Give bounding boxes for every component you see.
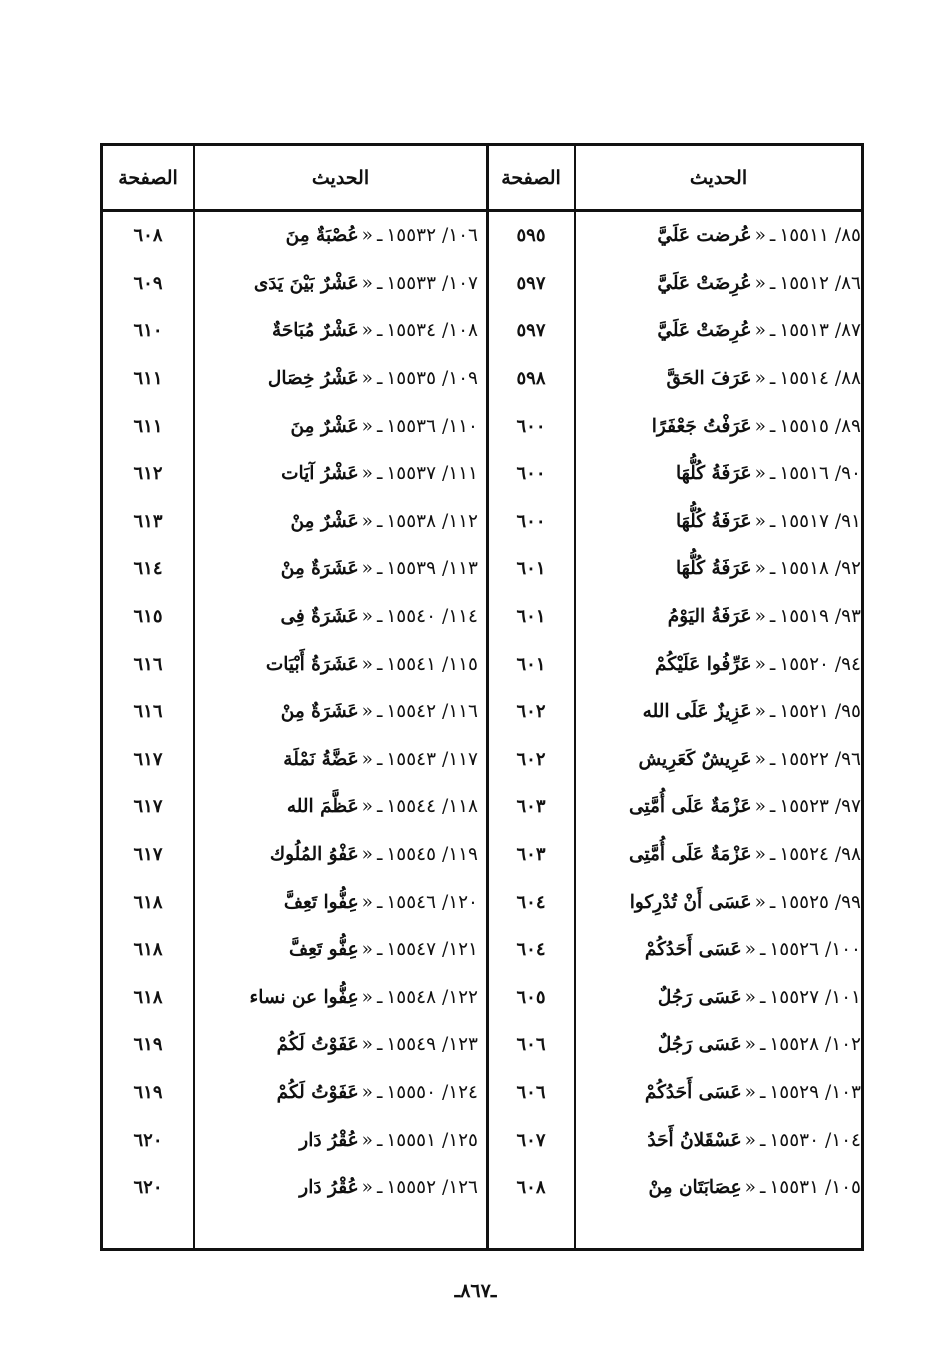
header-page-right: الصفحة [501, 166, 561, 189]
hadith-index: ٩٣/ ١٥٥١٩ [779, 606, 861, 628]
hadith-text: عَشْرٌ مِنْ [290, 510, 359, 532]
hadith-text: عُرِضَتْ عَلَيَّ [657, 320, 752, 342]
hadith-index: ١٠٣/ ١٥٥٢٩ [769, 1081, 861, 1103]
dash-separator: ـ [376, 606, 383, 628]
hadith-text: عَشَرَةُ أَبْيَات [265, 653, 359, 675]
page-cell: ٦٠٠ [516, 463, 546, 485]
page-cell: ٦١٦ [133, 701, 163, 723]
header-hadith-left: الحديث [311, 166, 370, 189]
page-cell: ٦١٢ [133, 463, 163, 485]
hadith-text: عَسَى رَجُلٌ [657, 1034, 742, 1056]
hadith-text: عَفْوُ المُلُوك [269, 844, 359, 866]
quote-mark: « [361, 844, 373, 866]
dash-separator: ـ [376, 939, 383, 961]
table-row [195, 260, 478, 308]
dash-separator: ـ [376, 796, 383, 818]
page-cell: ٥٩٨ [516, 368, 546, 390]
hadith-index: ١٢٥/ ١٥٥٥١ [386, 1129, 478, 1151]
table-row [576, 212, 861, 260]
hadith-text: عَرَفَةُ كُلُّهَا [676, 463, 752, 485]
dash-separator: ـ [769, 368, 776, 390]
hadith-index: ١١٨/ ١٥٥٤٤ [386, 796, 478, 818]
hadith-text: عِصَابَتَان مِنْ [648, 1177, 742, 1199]
quote-mark: « [754, 272, 766, 294]
hadith-index: ١٠٤/ ١٥٥٣٠ [769, 1129, 861, 1151]
table-row [195, 831, 478, 879]
quote-mark: « [754, 891, 766, 913]
page-cell: ٦٠٩ [133, 272, 163, 294]
table-row [195, 450, 478, 498]
page-cell: ٦٠٠ [516, 415, 546, 437]
quote-mark: « [361, 1081, 373, 1103]
table-row [576, 1164, 861, 1212]
table-row [576, 1021, 861, 1069]
table-row [195, 307, 478, 355]
page-cell: ٦١٧ [133, 796, 163, 818]
hadith-index: ١٠١/ ١٥٥٢٧ [769, 986, 861, 1008]
dash-separator: ـ [759, 1081, 766, 1103]
page-cell: ٦١١ [133, 415, 163, 437]
quote-mark: « [744, 939, 756, 961]
page-cell: ٦١٤ [133, 558, 163, 580]
hadith-text: عَضَّةُ نَمْلَة [283, 748, 359, 770]
page-column-right [488, 212, 574, 1211]
dash-separator: ـ [769, 748, 776, 770]
table-row [195, 640, 478, 688]
dash-separator: ـ [376, 1034, 383, 1056]
hadith-index: ١٢٠/ ١٥٥٤٦ [386, 891, 478, 913]
dash-separator: ـ [769, 225, 776, 247]
hadith-index: ١٠٥/ ١٥٥٣١ [769, 1177, 861, 1199]
dash-separator: ـ [376, 272, 383, 294]
hadith-text: عَسَى رَجُلٌ [657, 986, 742, 1008]
dash-separator: ـ [376, 225, 383, 247]
quote-mark: « [361, 1034, 373, 1056]
quote-mark: « [754, 415, 766, 437]
hadith-text: عَسَى أَحَدُكُمْ [644, 939, 742, 961]
dash-separator: ـ [376, 415, 383, 437]
hadith-index: ١١٧/ ١٥٥٤٣ [386, 748, 478, 770]
hadith-text: عَزْمَةٌ عَلَى أُمَّتِى [628, 796, 752, 818]
hadith-text: عُرضت عَلَيَّ [657, 225, 752, 247]
hadith-text: عُقْرُ دَار [299, 1129, 359, 1151]
quote-mark: « [361, 272, 373, 294]
table-row [576, 450, 861, 498]
hadith-text: عَرَفَ الحَقَّ [666, 368, 752, 390]
hadith-text: عَشَرَةٌ مِنْ [280, 701, 359, 723]
hadith-index: ١١١/ ١٥٥٣٧ [386, 463, 478, 485]
hadith-index: ١١٢/ ١٥٥٣٨ [386, 510, 478, 532]
page-cell: ٦١٣ [133, 510, 163, 532]
quote-mark: « [744, 1129, 756, 1151]
dash-separator: ـ [376, 986, 383, 1008]
hadith-index: ١٠٦/ ١٥٥٣٢ [386, 225, 478, 247]
page-cell: ٦٠٢ [516, 701, 546, 723]
page-cell: ٦٢٠ [133, 1129, 163, 1151]
hadith-index: ١٢٣/ ١٥٥٤٩ [386, 1034, 478, 1056]
table-row [195, 1021, 478, 1069]
hadith-index: ١١٤/ ١٥٥٤٠ [386, 606, 478, 628]
hadith-index: ١٠٩/ ١٥٥٣٥ [386, 368, 478, 390]
table-row [195, 926, 478, 974]
hadith-text: عِفُّوا تَعِفَّ [283, 891, 359, 913]
dash-separator: ـ [769, 320, 776, 342]
table-row [195, 498, 478, 546]
page-cell: ٦٢٠ [133, 1177, 163, 1199]
table-row [576, 783, 861, 831]
quote-mark: « [361, 1129, 373, 1151]
page-cell: ٦١٥ [133, 606, 163, 628]
hadith-index: ٩٥/ ١٥٥٢١ [779, 701, 861, 723]
hadith-column-left [195, 212, 478, 1211]
hadith-index: ٨٧/ ١٥٥١٣ [779, 320, 861, 342]
quote-mark: « [361, 891, 373, 913]
hadith-text: عَظَّمَ الله [286, 796, 359, 818]
hadith-text: عُرِضَتْ عَلَيَّ [657, 272, 752, 294]
quote-mark: « [754, 748, 766, 770]
table-row [576, 1069, 861, 1117]
page-cell: ٦٠١ [516, 558, 546, 580]
dash-separator: ـ [769, 891, 776, 913]
quote-mark: « [361, 225, 373, 247]
page-cell: ٦١٨ [133, 939, 163, 961]
dash-separator: ـ [769, 844, 776, 866]
dash-separator: ـ [376, 844, 383, 866]
quote-mark: « [744, 1081, 756, 1103]
hadith-index: ١٢٦/ ١٥٥٥٢ [386, 1177, 478, 1199]
hadith-index: ٩٠/ ١٥٥١٦ [779, 463, 861, 485]
quote-mark: « [361, 653, 373, 675]
hadith-text: عَرَفَةُ كُلُّهَا [676, 510, 752, 532]
page-cell: ٦٠١ [516, 653, 546, 675]
table-row [576, 831, 861, 879]
hadith-text: عَسَى أَنْ تُدْرِكوا [629, 891, 752, 913]
page-cell: ٦٠٦ [516, 1081, 546, 1103]
table-row [195, 878, 478, 926]
table-row [576, 688, 861, 736]
page-cell: ٦٠٦ [516, 1034, 546, 1056]
hadith-index: ١١٩/ ١٥٥٤٥ [386, 844, 478, 866]
page-cell: ٦٠٨ [133, 225, 163, 247]
dash-separator: ـ [376, 748, 383, 770]
hadith-text: عُقْرُ دَار [299, 1177, 359, 1199]
page-cell: ٦١٧ [133, 844, 163, 866]
dash-separator: ـ [376, 1081, 383, 1103]
hadith-text: عُصْبَةٌ مِنَ [285, 225, 359, 247]
dash-separator: ـ [769, 606, 776, 628]
dash-separator: ـ [376, 320, 383, 342]
table-row [195, 545, 478, 593]
table-row [576, 926, 861, 974]
table-row [195, 593, 478, 641]
page-cell: ٦٠٨ [516, 1177, 546, 1199]
page-cell: ٦٠١ [516, 606, 546, 628]
hadith-index: ١١٦/ ١٥٥٤٢ [386, 701, 478, 723]
hadith-text: عَسَى أَحَدُكُمْ [644, 1081, 742, 1103]
quote-mark: « [361, 415, 373, 437]
table-row [576, 736, 861, 784]
dash-separator: ـ [769, 796, 776, 818]
table-row [195, 736, 478, 784]
page-cell: ٦١٩ [133, 1034, 163, 1056]
hadith-index: ١٠٢/ ١٥٥٢٨ [769, 1034, 861, 1056]
table-row [195, 402, 478, 450]
hadith-index: ٨٥/ ١٥٥١١ [779, 225, 861, 247]
dash-separator: ـ [759, 1177, 766, 1199]
table-row [576, 498, 861, 546]
page-cell: ٥٩٥ [516, 225, 546, 247]
hadith-index: ١١٣/ ١٥٥٣٩ [386, 558, 478, 580]
table-row [576, 260, 861, 308]
dash-separator: ـ [376, 368, 383, 390]
table-row [195, 355, 478, 403]
hadith-text: عَرِّفُوا عَلَيْكُمْ [655, 653, 752, 675]
quote-mark: « [361, 463, 373, 485]
page-cell: ٦١١ [133, 368, 163, 390]
page-cell: ٦٠٤ [516, 891, 546, 913]
dash-separator: ـ [759, 986, 766, 1008]
hadith-text: عَفَوْتُ لَكُمْ [276, 1081, 359, 1103]
hadith-text: عَزْمَةٌ عَلَى أُمَّتِى [628, 844, 752, 866]
table-row [195, 1116, 478, 1164]
page-number: ـ٨٦٧ـ [454, 1280, 497, 1302]
hadith-index: ١٠٧/ ١٥٥٣٣ [386, 272, 478, 294]
hadith-index: ٩١/ ١٥٥١٧ [779, 510, 861, 532]
table-row [576, 355, 861, 403]
quote-mark: « [754, 320, 766, 342]
dash-separator: ـ [376, 701, 383, 723]
dash-separator: ـ [769, 510, 776, 532]
hadith-index: ٩٧/ ١٥٥٢٣ [779, 796, 861, 818]
hadith-text: عِفُّوا عن نساء [249, 986, 359, 1008]
hadith-index: ٨٦/ ١٥٥١٢ [779, 272, 861, 294]
quote-mark: « [361, 1177, 373, 1199]
hadith-index: ٩٦/ ١٥٥٢٢ [779, 748, 861, 770]
table-row [195, 1069, 478, 1117]
page-cell: ٦٠٠ [516, 510, 546, 532]
table-row [576, 640, 861, 688]
quote-mark: « [754, 844, 766, 866]
hadith-index: ٩٢/ ١٥٥١٨ [779, 558, 861, 580]
table-row [576, 402, 861, 450]
dash-separator: ـ [769, 463, 776, 485]
hadith-index: ٨٨/ ١٥٥١٤ [779, 368, 861, 390]
quote-mark: « [754, 558, 766, 580]
dash-separator: ـ [769, 701, 776, 723]
dash-separator: ـ [769, 558, 776, 580]
page-cell: ٦١٠ [133, 320, 163, 342]
hadith-index: ٩٩/ ١٥٥٢٥ [779, 891, 861, 913]
dash-separator: ـ [769, 653, 776, 675]
quote-mark: « [361, 939, 373, 961]
hadith-index: ١٠٨/ ١٥٥٣٤ [386, 320, 478, 342]
table-row [576, 593, 861, 641]
quote-mark: « [361, 606, 373, 628]
hadith-index: ٩٤/ ١٥٥٢٠ [779, 653, 861, 675]
quote-mark: « [361, 986, 373, 1008]
header-hadith-right: الحديث [689, 166, 748, 189]
index-table [100, 143, 864, 1251]
dash-separator: ـ [769, 415, 776, 437]
quote-mark: « [361, 748, 373, 770]
hadith-text: عَشْرٌ مِنَ [290, 415, 359, 437]
table-row [195, 783, 478, 831]
table-row [576, 878, 861, 926]
page-cell: ٦١٨ [133, 891, 163, 913]
quote-mark: « [754, 796, 766, 818]
quote-mark: « [754, 653, 766, 675]
dash-separator: ـ [376, 1129, 383, 1151]
quote-mark: « [361, 368, 373, 390]
table-row [195, 974, 478, 1022]
hadith-text: عَرَفَةُ كُلُّهَا [676, 558, 752, 580]
quote-mark: « [754, 225, 766, 247]
hadith-text: عَشَرَةٌ مِنْ [280, 558, 359, 580]
quote-mark: « [754, 701, 766, 723]
page-cell: ٥٩٧ [516, 272, 546, 294]
quote-mark: « [754, 368, 766, 390]
quote-mark: « [361, 701, 373, 723]
table-row [195, 688, 478, 736]
hadith-text: عَشْرٌ مُبَاحَةٌ [271, 320, 359, 342]
page-cell: ٦٠٢ [516, 748, 546, 770]
hadith-index: ١٢١/ ١٥٥٤٧ [386, 939, 478, 961]
page-cell: ٦١٧ [133, 748, 163, 770]
quote-mark: « [754, 510, 766, 532]
dash-separator: ـ [376, 510, 383, 532]
page-cell: ٦١٦ [133, 653, 163, 675]
hadith-text: عِفُّو تَعِفَّ [289, 939, 359, 961]
dash-separator: ـ [759, 1129, 766, 1151]
page-cell: ٦١٩ [133, 1081, 163, 1103]
header-page-left: الصفحة [118, 166, 178, 189]
quote-mark: « [744, 1177, 756, 1199]
table-row [576, 974, 861, 1022]
page-cell: ٦٠٥ [516, 986, 546, 1008]
table-row [576, 545, 861, 593]
page-cell: ٦٠٤ [516, 939, 546, 961]
hadith-index: ١١٠/ ١٥٥٣٦ [386, 415, 478, 437]
quote-mark: « [361, 558, 373, 580]
hadith-column-right [576, 212, 861, 1211]
dash-separator: ـ [376, 558, 383, 580]
table-row [576, 1116, 861, 1164]
page-cell: ٥٩٧ [516, 320, 546, 342]
hadith-index: ١٢٤/ ١٥٥٥٠ [386, 1081, 478, 1103]
hadith-text: عَشْرُ آيَات [281, 463, 359, 485]
dash-separator: ـ [759, 939, 766, 961]
hadith-index: ١٠٠/ ١٥٥٢٦ [769, 939, 861, 961]
page-cell: ٦٠٣ [516, 844, 546, 866]
hadith-text: عَفَوْتُ لَكُمْ [276, 1034, 359, 1056]
hadith-text: عَرِيشٌ كَعَرِيش [638, 748, 752, 770]
dash-separator: ـ [769, 272, 776, 294]
hadith-text: عَزِيزٌ عَلَى الله [642, 701, 752, 723]
page-cell: ٦٠٧ [516, 1129, 546, 1151]
hadith-text: عَرَفْتُ جَعْفَرًا [651, 415, 752, 437]
dash-separator: ـ [376, 1177, 383, 1199]
dash-separator: ـ [759, 1034, 766, 1056]
table-row [195, 212, 478, 260]
quote-mark: « [361, 320, 373, 342]
table-row [576, 307, 861, 355]
quote-mark: « [361, 510, 373, 532]
quote-mark: « [744, 1034, 756, 1056]
hadith-text: عَسْقَلانُ أَحَدُ [647, 1129, 742, 1151]
hadith-text: عَشَرَةٌ فِى [280, 606, 359, 628]
quote-mark: « [744, 986, 756, 1008]
hadith-index: ٨٩/ ١٥٥١٥ [779, 415, 861, 437]
page-cell: ٦١٨ [133, 986, 163, 1008]
quote-mark: « [754, 463, 766, 485]
page-column-left [103, 212, 193, 1211]
quote-mark: « [754, 606, 766, 628]
hadith-text: عَشْرُ خِصَال [267, 368, 359, 390]
dash-separator: ـ [376, 653, 383, 675]
quote-mark: « [361, 796, 373, 818]
hadith-index: ٩٨/ ١٥٥٢٤ [779, 844, 861, 866]
page-cell: ٦٠٣ [516, 796, 546, 818]
hadith-text: عَشْرٌ بَيْنَ يَدَى [253, 272, 359, 294]
table-row [195, 1164, 478, 1212]
hadith-index: ١١٥/ ١٥٥٤١ [386, 653, 478, 675]
dash-separator: ـ [376, 891, 383, 913]
hadith-text: عَرَفَةُ اليَوْمُ [667, 606, 752, 628]
dash-separator: ـ [376, 463, 383, 485]
hadith-index: ١٢٢/ ١٥٥٤٨ [386, 986, 478, 1008]
